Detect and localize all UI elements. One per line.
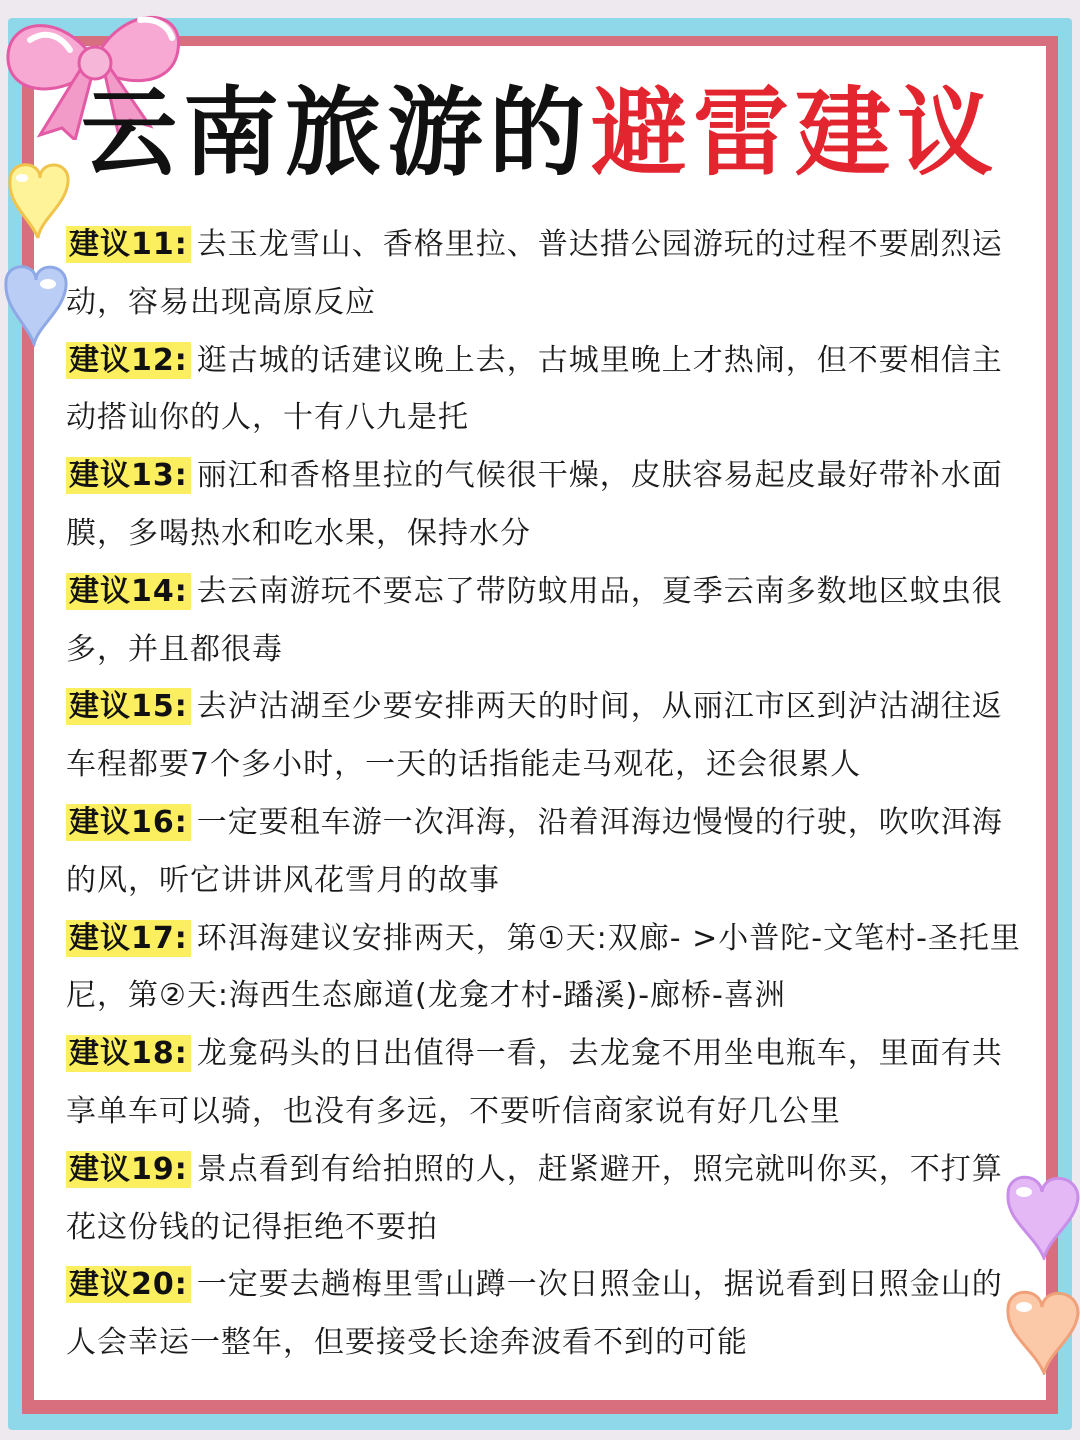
tip-text: 一定要去趟梅里雪山蹲一次日照金山，据说看到日照金山的人会幸运一整年，但要接受长途奔波看不到的可能 (66, 1267, 1003, 1361)
tip-item (66, 678, 1026, 794)
tip-text: 逛古城的话建议晚上去，古城里晚上才热闹，但不要相信主动搭讪你的人，十有八九是托 (66, 342, 1003, 436)
tip-item (66, 216, 1026, 332)
tip-item (66, 1141, 1026, 1257)
tip-item (66, 1025, 1026, 1141)
tip-item (66, 910, 1026, 1026)
tip-text: 去泸沽湖至少要安排两天的时间，从丽江市区到泸沽湖往返车程都要7个多小时，一天的话指能走马观花，还会很累人 (66, 689, 1003, 783)
tip-label: 建议18: (66, 1035, 191, 1072)
tips-list (66, 216, 1026, 1372)
tip-text: 环洱海建议安排两天，第①天:双廊- >小普陀-文笔村-圣托里尼，第②天:海西生态廊道(龙龛才村-蹯溪)-廊桥-喜洲 (66, 920, 1021, 1014)
tip-item (66, 447, 1026, 563)
page-title (0, 78, 1080, 188)
tip-label: 建议11: (66, 226, 191, 263)
tip-item (66, 332, 1026, 448)
tip-text: 一定要租车游一次洱海，沿着洱海边慢慢的行驶，吹吹洱海的风，听它讲讲风花雪月的故事 (66, 804, 1003, 898)
tip-label: 建议16: (66, 804, 191, 841)
tip-label: 建议19: (66, 1151, 191, 1188)
tip-item (66, 563, 1026, 679)
tip-label: 建议15: (66, 688, 191, 725)
title-main: 云南旅游的 (81, 77, 591, 189)
tip-text: 景点看到有给拍照的人，赶紧避开，照完就叫你买，不打算花这份钱的记得拒绝不要拍 (66, 1151, 1003, 1245)
tip-item (66, 794, 1026, 910)
tip-text: 去玉龙雪山、香格里拉、普达措公园游玩的过程不要剧烈运动，容易出现高原反应 (66, 227, 1003, 320)
tip-label: 建议14: (66, 573, 191, 610)
tip-label: 建议20: (66, 1266, 191, 1303)
tip-label: 建议13: (66, 457, 191, 494)
tip-label: 建议12: (66, 342, 191, 379)
tip-text: 龙龛码头的日出值得一看，去龙龛不用坐电瓶车，里面有共享单车可以骑，也没有多远，不要听信商家说有好几公里 (66, 1036, 1003, 1129)
title-highlight: 避雷建议 (591, 77, 999, 189)
heart-blue-icon (0, 262, 70, 347)
tip-item (66, 1256, 1026, 1372)
tip-text: 去云南游玩不要忘了带防蚊用品，夏季云南多数地区蚊虫很多，并且都很毒 (66, 573, 1003, 667)
tip-text: 丽江和香格里拉的气候很干燥，皮肤容易起皮最好带补水面膜，多喝热水和吃水果，保持水分 (66, 458, 1003, 551)
tip-label: 建议17: (66, 920, 191, 957)
